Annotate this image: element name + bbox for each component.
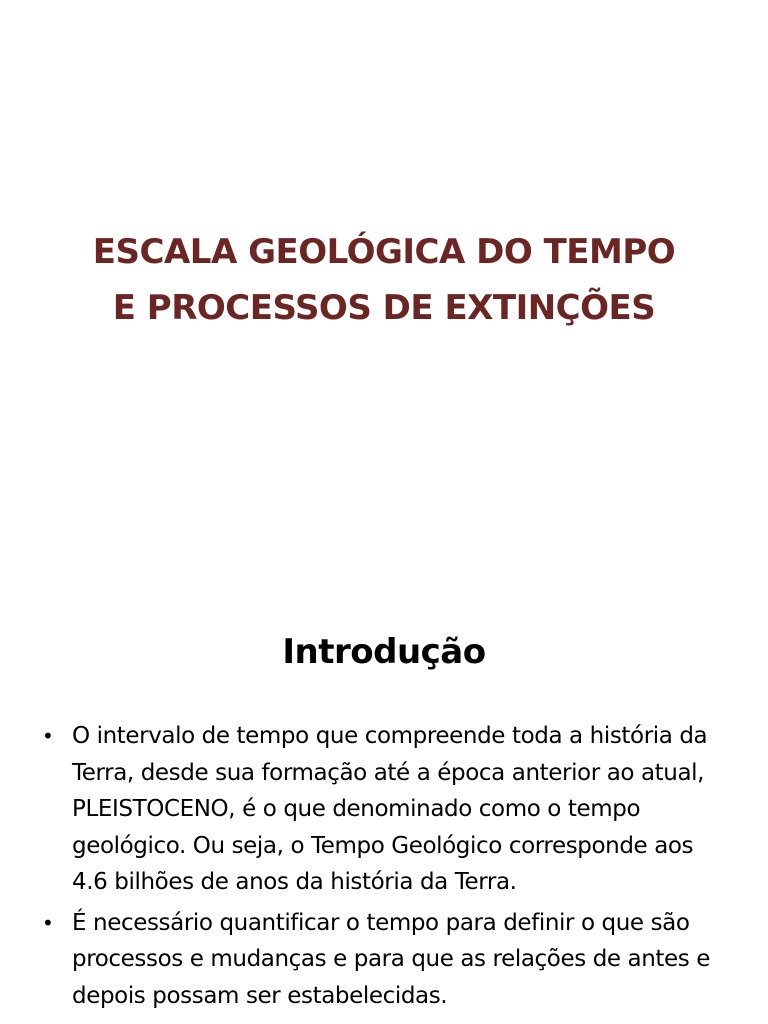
bullet-item [40, 905, 730, 1015]
intro-bullet-list [40, 718, 730, 1018]
title-line-2: E PROCESSOS DE EXTINÇÕES [112, 288, 656, 328]
bullet-text: É necessário quantificar o tempo para definir o que são processos e mudanças e para que as relações de antes e depois possam ser estabelecidas. [72, 909, 711, 1009]
bullet-icon: • [42, 910, 54, 935]
intro-title: Introdução [282, 632, 486, 672]
bullet-text: O intervalo de tempo que compreende toda a história da Terra, desde sua formação até a época anterior ao atual, PLEISTOCENO, é o que denominado como o tempo geológico. Ou seja, o Tempo Geológico corresponde aos 4.6 bilhões de anos da história da Terra. [72, 723, 708, 895]
intro-slide [0, 576, 768, 1024]
title-line-1: ESCALA GEOLÓGICA DO TEMPO [92, 232, 676, 272]
presentation-title [40, 224, 728, 336]
bullet-icon: • [42, 724, 54, 748]
bullet-item [40, 718, 730, 901]
